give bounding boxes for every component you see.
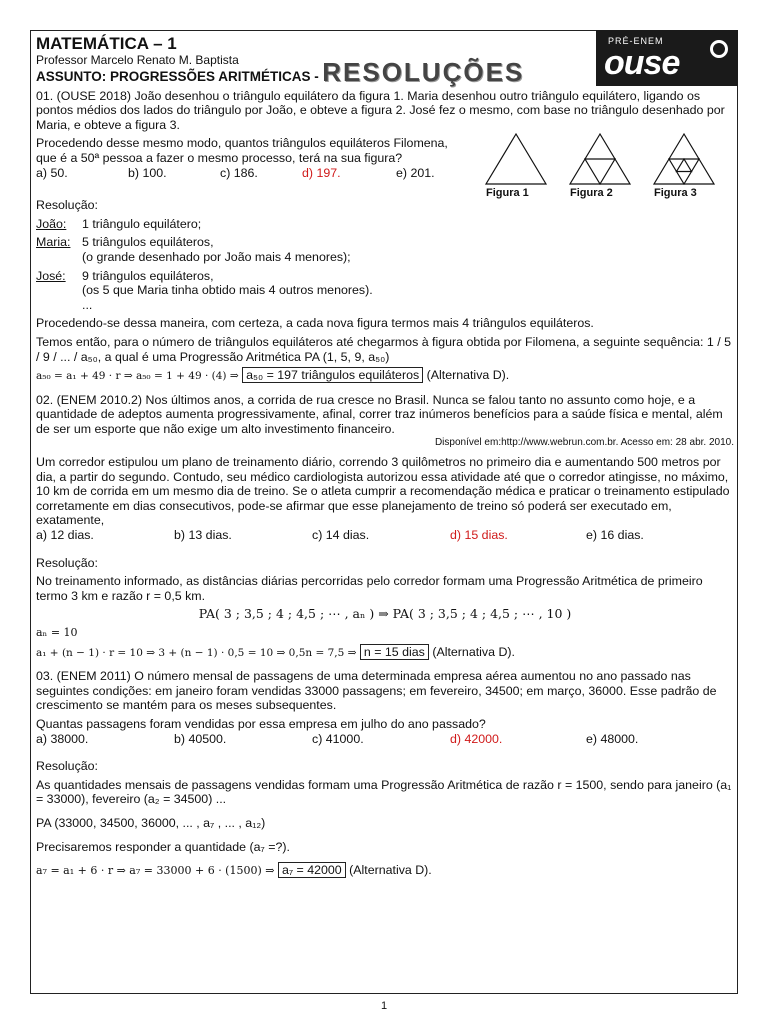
q2-alt-c: c) 14 dias. bbox=[312, 528, 370, 543]
q3-question: Quantas passagens foram vendidas por essa empresa em julho do ano passado? bbox=[36, 716, 486, 731]
q2-question: Um corredor estipulou um plano de treinamento diário, correndo 3 quilômetros no primeiro dia e aumentando 500 metros por dia, a partir do segundo. Contudo, seu médico cardiologista autorizou essa atividade até que o corredor atingisse, no máximo, 10 km de corrida em um mesmo dia de treino. Se o atleta cumprir a recomendação médica e praticar o treinamento estipulado corretamente em dias consecutivos, pode-se afirmar que esse planejamento de treino só poderá ser executado em, exatamente, bbox=[36, 455, 730, 528]
figure-1-label: Figura 1 bbox=[486, 187, 529, 199]
figure-2-label: Figura 2 bbox=[570, 187, 613, 199]
q3-eq-left: a₇ = a₁ + 6 · r ⇒ a₇ = 33000 + 6 · (1500) ⇒ bbox=[36, 864, 275, 878]
q1-joao-row bbox=[36, 217, 734, 232]
q1-eq-box: a₅₀ = 197 triângulos equiláteros bbox=[242, 367, 423, 383]
q1-alt-e: e) 201. bbox=[396, 165, 435, 180]
maria-text-2: (o grande desenhado por João mais 4 menores); bbox=[82, 249, 351, 264]
q2-alt-b: b) 13 dias. bbox=[174, 528, 232, 543]
jose-label: José: bbox=[36, 268, 66, 283]
q1-question: Procedendo desse mesmo modo, quantos triângulos equiláteros Filomena, que é a 50ª pessoa a fazer o mesmo processo, terá na sua figura? bbox=[36, 136, 448, 165]
q2-source: Disponível em:http://www.webrun.com.br. Acesso em: 28 abr. 2010. bbox=[434, 437, 734, 449]
q1-alt-d-answer: d) 197. bbox=[302, 165, 341, 180]
jose-text-2: (os 5 que Maria tinha obtido mais 4 outros menores). bbox=[82, 283, 373, 298]
q1-alt-c: c) 186. bbox=[220, 165, 258, 180]
q3-alt-a: a) 38000. bbox=[36, 731, 89, 746]
q2-an: aₙ = 10 bbox=[36, 626, 78, 639]
q1-resolucao-label: Resolução: bbox=[36, 198, 98, 213]
page-title: MATEMÁTICA – 1 bbox=[36, 34, 177, 53]
q2-alt-a: a) 12 dias. bbox=[36, 528, 94, 543]
page-number: 1 bbox=[380, 1000, 388, 1012]
joao-text: 1 triângulo equilátero; bbox=[82, 216, 202, 231]
logo-pre-text: PRÉ-ENEM bbox=[608, 36, 664, 46]
figure-3-label: Figura 3 bbox=[654, 187, 697, 199]
q1-alt-b: b) 100. bbox=[128, 165, 167, 180]
q1-eq-alt: (Alternativa D). bbox=[426, 368, 510, 383]
jose-text-1: 9 triângulos equiláteros, bbox=[82, 268, 214, 283]
resolucoes-title: RESOLUÇÕES bbox=[322, 57, 525, 87]
ellipsis: ... bbox=[82, 297, 93, 312]
q1-temos: Temos então, para o número de triângulos equiláteros até chegarmos à figura obtida por Filomena, a seguinte sequência: 1 / 5 / 9 / ... / a₅₀, a qual é uma Progressão Aritmética PA (1, 5, 9, a₅₀) bbox=[36, 334, 731, 364]
q3-alt-e: e) 48000. bbox=[586, 731, 639, 746]
q3-statement: 03. (ENEM 2011) O número mensal de passagens de uma determinada empresa aérea aumentou no ano passado nas seguintes condições: em janeiro foram vendidas 33000 passagens; em fevereiro, 34500; em março, 36000. Esse padrão de crescimento se mantém para os meses subsequentes. bbox=[36, 669, 717, 713]
logo-name: ouse bbox=[604, 44, 680, 82]
professor-name: Professor Marcelo Renato M. Baptista bbox=[36, 53, 239, 67]
joao-label: João: bbox=[36, 216, 67, 231]
q2-statement: 02. (ENEM 2010.2) Nos últimos anos, a corrida de rua cresce no Brasil. Nunca se falou tanto no assunto como hoje, e a quantidade de adeptos aumenta progressivamente, afinal, correr traz inúmeros benefícios para a saúde física e mental, além de ser um esporte que não exige um alto investimento financeiro. bbox=[36, 392, 723, 436]
q1-alt-a: a) 50. bbox=[36, 165, 68, 180]
q3-alt-d-answer: d) 42000. bbox=[450, 731, 503, 746]
q3-resolucao-label: Resolução: bbox=[36, 759, 98, 774]
q1-jose-row bbox=[36, 269, 734, 313]
q3-alt-b: b) 40500. bbox=[174, 731, 227, 746]
q3-alternatives bbox=[36, 732, 734, 747]
q3-equation bbox=[36, 863, 734, 879]
q2-resolucao-label: Resolução: bbox=[36, 555, 98, 570]
q3-pa: PA (33000, 34500, 36000, ... , a₇ , ... , a₁₂) bbox=[36, 815, 266, 830]
q2-text: No treinamento informado, as distâncias diárias percorridas pelo corredor formam uma Progressão Aritmética de primeiro termo 3 km e razão r = 0,5 km. bbox=[36, 574, 703, 603]
q2-alt-d-answer: d) 15 dias. bbox=[450, 528, 508, 543]
q3-eq-box: a₇ = 42000 bbox=[278, 862, 346, 878]
q3-eq-alt: (Alternativa D). bbox=[349, 863, 432, 878]
q1-statement: 01. (OUSE 2018) João desenhou o triângulo equilátero da figura 1. Maria desenhou outro triângulo equilátero, ligando os pontos médios dos lados do triângulo por João, e obteve a figura 2. José fez o mesmo, com base no triângulo desenhado por Maria, e obteve a figura 3. bbox=[36, 88, 725, 132]
subject: ASSUNTO: PROGRESSÕES ARITMÉTICAS - bbox=[36, 69, 319, 84]
q2-alt-e: e) 16 dias. bbox=[586, 528, 644, 543]
q2-eq-alt: (Alternativa D). bbox=[432, 644, 515, 659]
q2-equation bbox=[36, 645, 734, 661]
q3-text: As quantidades mensais de passagens vendidas formam uma Progressão Aritmética de razão r = 1500, sendo para janeiro (a₁ = 33000), fevereiro (a₂ = 34500) ... bbox=[36, 777, 732, 807]
maria-label: Maria: bbox=[36, 235, 71, 250]
q1-eq-left: a₅₀ = a₁ + 49 · r ⇒ a₅₀ = 1 + 49 · (4) ⇒ bbox=[36, 370, 239, 383]
q2-eq-left: a₁ + (n − 1) · r = 10 ⇒ 3 + (n − 1) · 0,5 = 10 ⇒ 0,5n = 7,5 ⇒ bbox=[36, 646, 357, 659]
maria-text-1: 5 triângulos equiláteros, bbox=[82, 235, 214, 250]
q1-equation bbox=[36, 368, 734, 384]
q2-alternatives bbox=[36, 528, 734, 543]
q1-maria-row bbox=[36, 235, 734, 264]
q2-pa-line: PA( 3 ; 3,5 ; 4 ; 4,5 ; ⋯ , aₙ ) ⇒ PA( 3 ; 3,5 ; 4 ; 4,5 ; ⋯ , 10 ) bbox=[198, 606, 572, 622]
document-content bbox=[36, 34, 734, 879]
q3-alt-c: c) 41000. bbox=[312, 731, 364, 746]
q1-procedendo: Procedendo-se dessa maneira, com certeza, a cada nova figura termos mais 4 triângulos equiláteros. bbox=[36, 316, 594, 331]
q2-eq-box: n = 15 dias bbox=[360, 644, 429, 660]
q3-precisaremos: Precisaremos responder a quantidade (a₇ =?). bbox=[36, 839, 290, 854]
q1-alternatives bbox=[36, 166, 734, 181]
